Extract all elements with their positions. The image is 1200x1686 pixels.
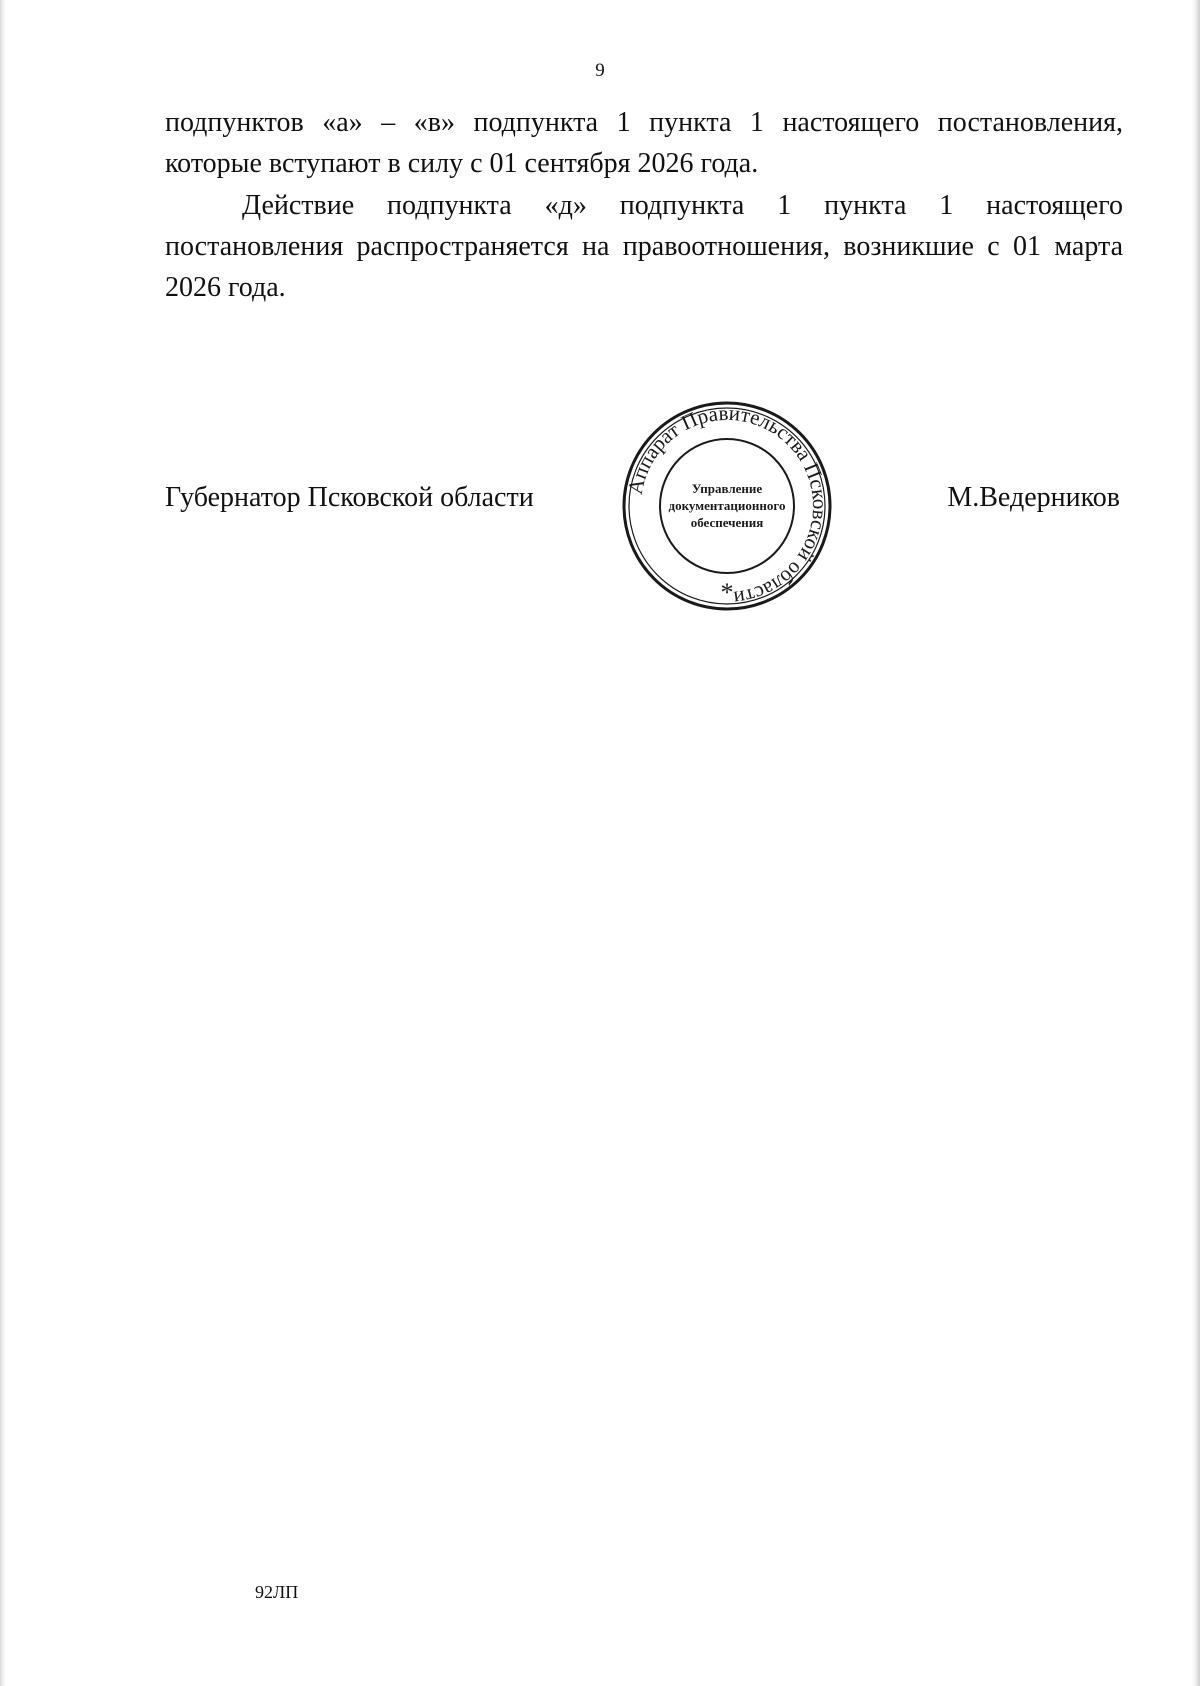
stamp-inner-line-2: документационного (668, 498, 786, 513)
page-number: 9 (595, 60, 605, 81)
stamp-outer-text: Аппарат Правительства Псковской области (622, 400, 833, 611)
paragraph-1-line-2: которые вступают в силу с 01 сентября 2026 года. (165, 148, 759, 179)
paragraph-2: Действие подпункта «д» подпункта 1 пункта 1 настоящего постановления распространяется на правоотношения, возникшие с 01 марта 2026 года. (165, 190, 1123, 303)
stamp-star: * (720, 578, 734, 607)
scan-edge-right (1192, 0, 1200, 1686)
scan-edge-left (0, 0, 6, 1686)
official-stamp (612, 396, 842, 616)
stamp-inner-line-1: Управление (691, 481, 763, 496)
document-code: 92ЛП (255, 1582, 299, 1602)
signatory-position: Губернатор Псковской области (165, 482, 534, 513)
stamp-inner-line-3: обеспечения (690, 515, 764, 530)
signatory-name: М.Ведерников (947, 482, 1120, 513)
paragraph-1-line-1: подпунктов «а» – «в» подпункта 1 пункта 1 настоящего постановления, (165, 107, 1123, 138)
